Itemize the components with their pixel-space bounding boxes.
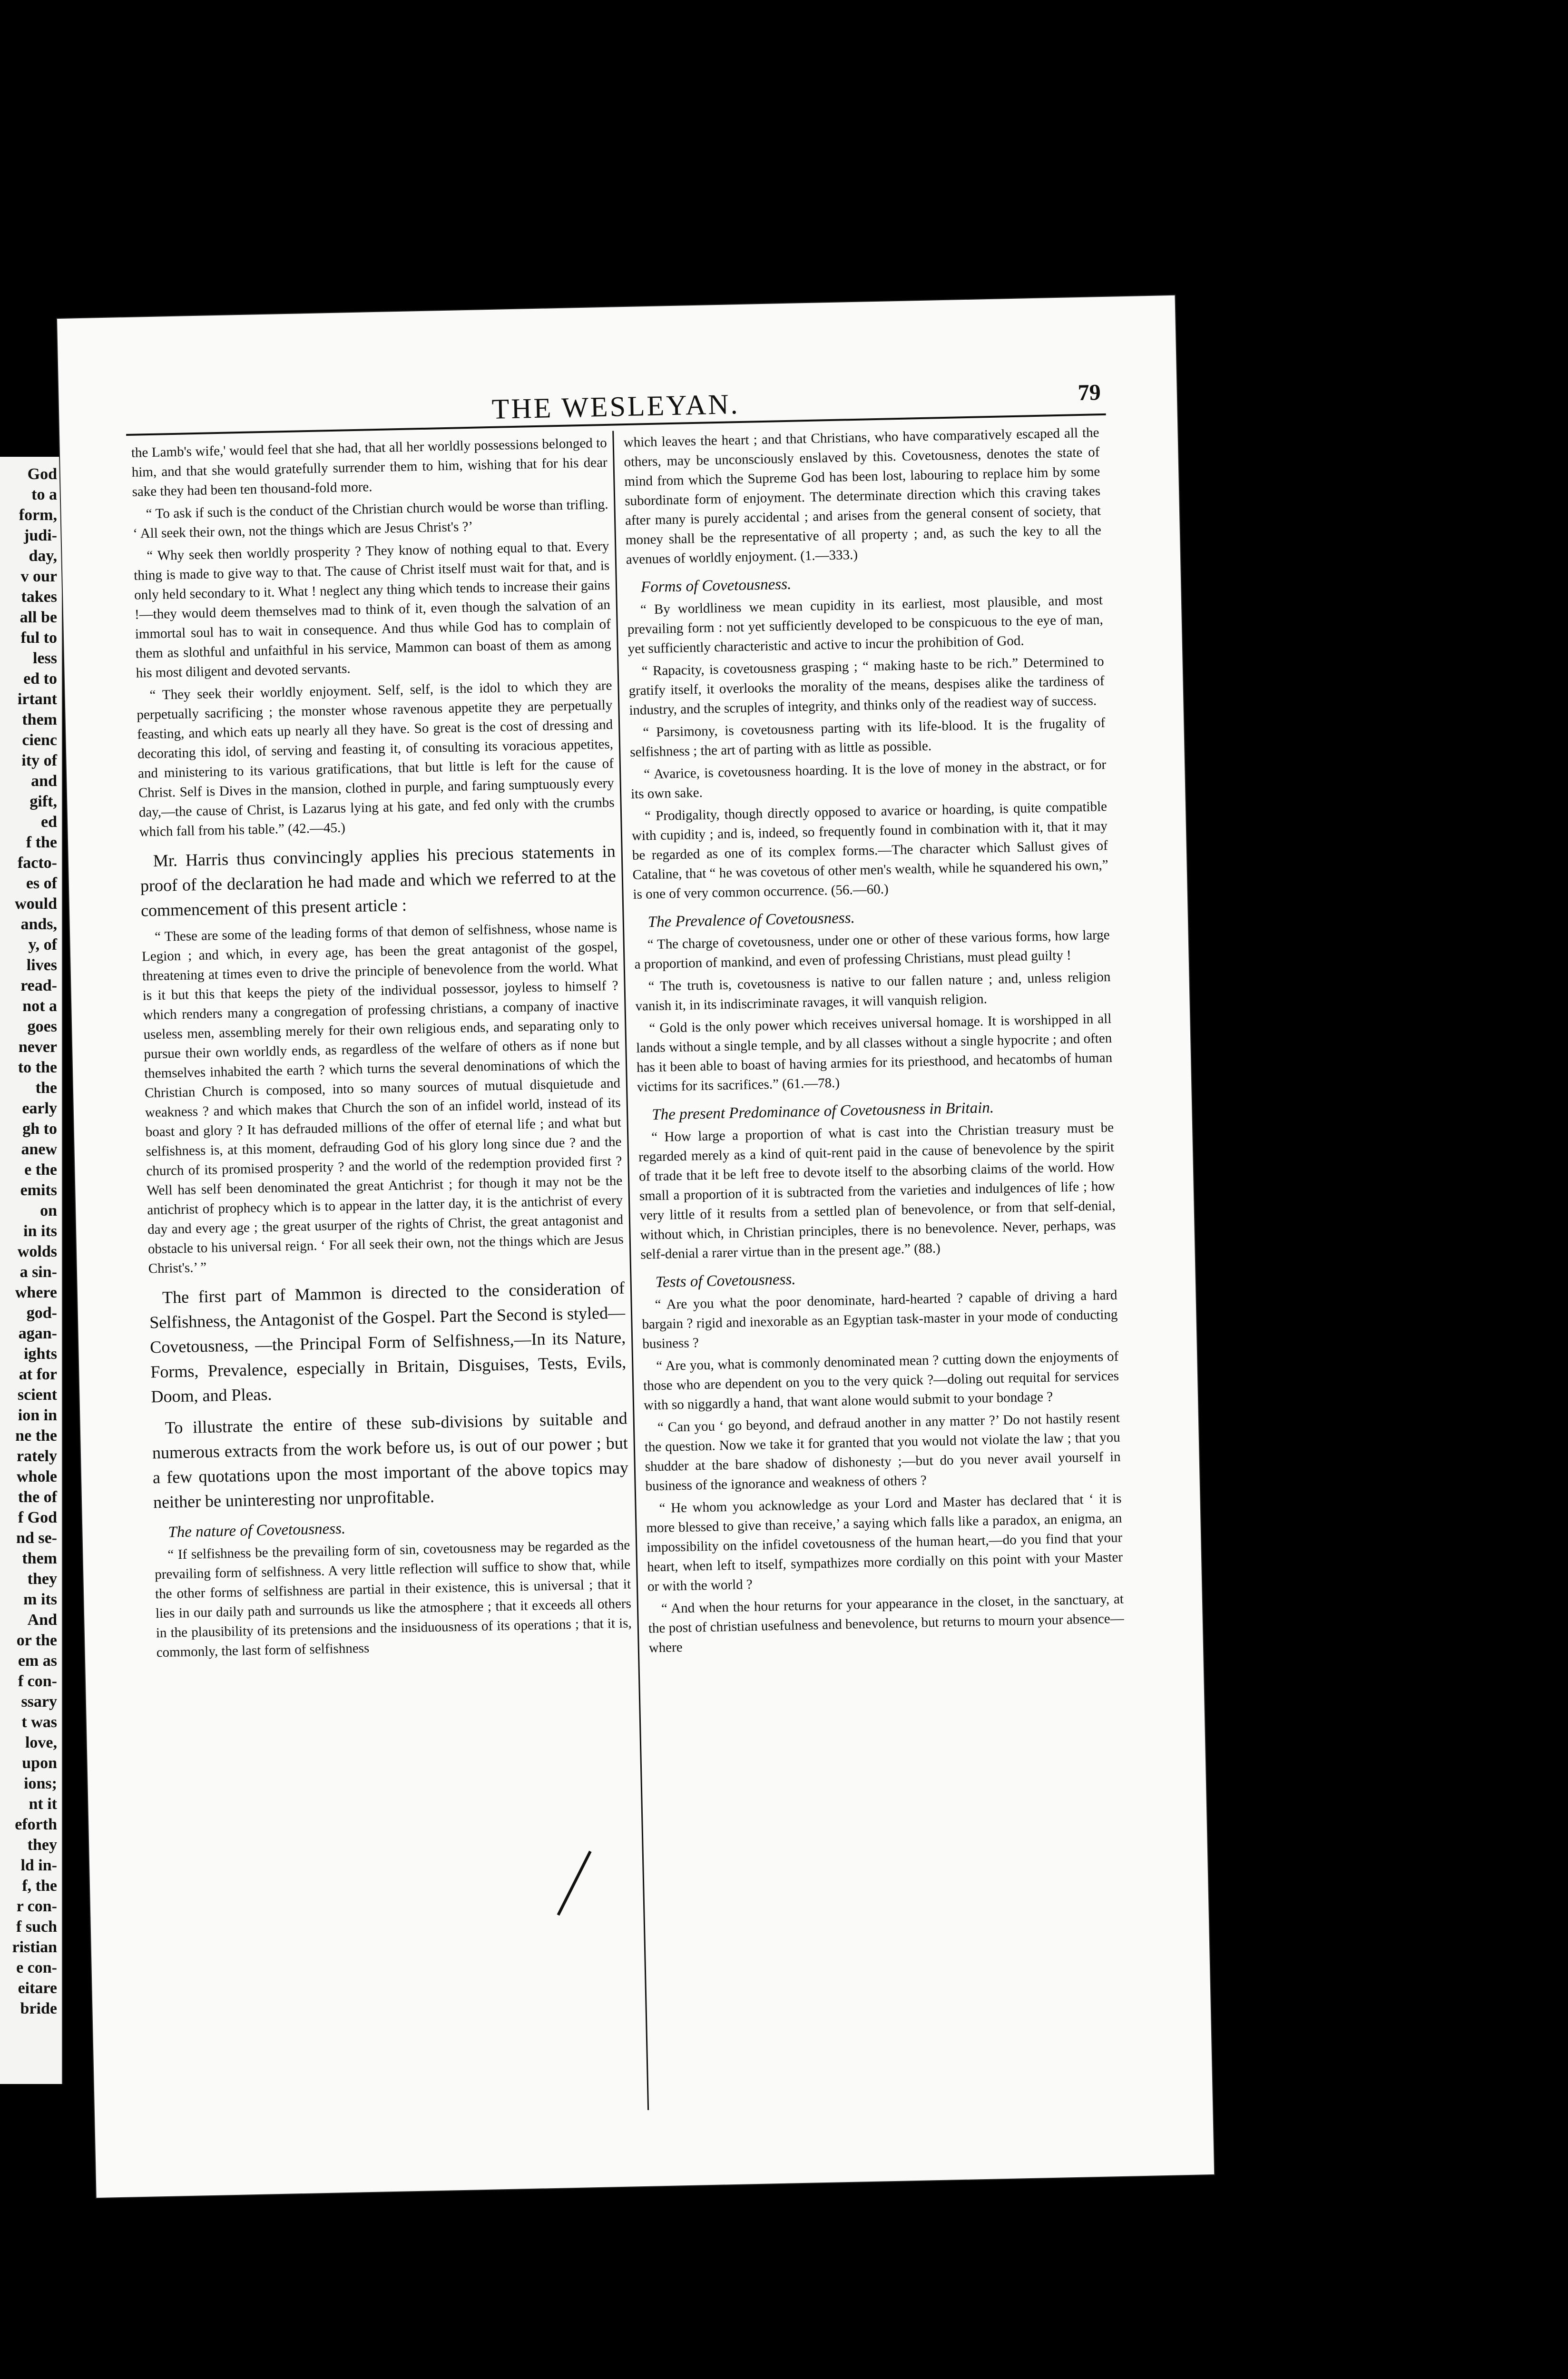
journal-title: THE WESLEYAN. <box>491 388 740 425</box>
margin-fragment: ands, <box>20 915 57 933</box>
quoted-paragraph: “ To ask if such is the conduct of the Christian church would be worse than trifling. ‘ All seek their own, not the things which are Jesus Christ's ?’ <box>133 496 608 541</box>
quoted-paragraph: the Lamb's wife,' would feel that she had, that all her worldly possessions belonged to him, and that she would gratefully surrender them to him, wishing that for his dear sake they had been ten thousand-fold more. <box>131 435 608 500</box>
margin-fragment: or the <box>16 1632 57 1649</box>
margin-fragment: to a <box>31 486 57 503</box>
quoted-paragraph: “ And when the hour returns for your appearance in the closet, in the sanctuary, at the post of christian usefulness and benevolence, but returns to mourn your absence—where <box>648 1591 1125 1656</box>
margin-fragment: love, <box>25 1734 57 1751</box>
margin-fragment: ed to <box>23 670 57 688</box>
margin-fragment: on <box>40 1202 57 1219</box>
margin-fragment: bride <box>20 2000 57 2017</box>
margin-fragment: e the <box>24 1161 57 1179</box>
margin-fragment: in its <box>23 1222 57 1240</box>
margin-fragment: day, <box>29 547 57 565</box>
right-column <box>623 423 1125 1661</box>
margin-fragment: anew <box>21 1140 57 1158</box>
margin-fragment: ld in- <box>20 1857 57 1874</box>
quoted-paragraph: “ How large a proportion of what is cast into the Christian treasury must be regarded merely as a kind of quit-rent paid in the cause of benevolence by the spirit of trade that it be left free to devote itself to the absorbing claims of the world. How small a proportion of it is subtracted from the varieties and indulgences of life ; how very little of it results from a settled plan of benevolence, or from that self-denial, without which, in Christian principles, there is no benevolence. Never, perhaps, was self-denial a rarer virtue than in the present age.” (88.) <box>638 1120 1116 1262</box>
margin-fragment: god- <box>26 1304 57 1322</box>
quoted-paragraph: “ The truth is, covetousness is native to our fallen nature ; and, unless religion vanish it, in its indiscriminate ravages, it will vanquish religion. <box>635 969 1111 1014</box>
quoted-paragraph: “ He whom you acknowledge as your Lord and Master has declared that ‘ it is more blessed to give than receive,’ a saying which falls like a paradox, an enigma, an impossibility on the infidel covetousness of the human heart,—do you find that your heart, when left to itself, sympathizes more cordially on this point with your Master or with the world ? <box>646 1491 1123 1594</box>
margin-fragment: read- <box>20 977 57 994</box>
margin-fragment: em as <box>18 1652 57 1670</box>
margin-fragment: them <box>22 1550 57 1567</box>
margin-fragment: f con- <box>18 1672 57 1690</box>
margin-fragment: f, the <box>22 1877 57 1895</box>
quoted-paragraph: “ Gold is the only power which receives universal homage. It is worshipped in all lands without a single temple, and by all classes without a single hypocrite ; and often has it been able to boast of having armies for its priesthood, and hecatombs of human victims for its sacrifices.” (61.—78.) <box>636 1011 1113 1095</box>
margin-fragment: ristian <box>12 1938 57 1956</box>
margin-fragment: and <box>31 772 57 790</box>
margin-fragment: eforth <box>15 1816 57 1833</box>
margin-fragment: ful to <box>20 629 57 647</box>
margin-fragment: eitare <box>18 1979 57 1997</box>
margin-fragment: a sin- <box>20 1263 57 1281</box>
margin-fragment: less <box>33 649 57 667</box>
body-paragraph: Mr. Harris thus convincingly applies his precious statements in proof of the declaration he had made and which we referred to at the commencement of this present article : <box>140 841 617 920</box>
section-heading: Tests of Covetousness. <box>655 1270 796 1291</box>
margin-fragment: ion in <box>18 1406 57 1424</box>
margin-fragment: f such <box>16 1918 57 1936</box>
margin-fragment: them <box>22 711 57 728</box>
margin-fragment: upon <box>22 1754 57 1772</box>
margin-fragment: facto- <box>17 854 57 872</box>
quoted-paragraph: “ If selfishness be the prevailing form of sin, covetousness may be regarded as the prevailing form of selfishness. A very little reflection will suffice to show that, while the other forms of selfishness are partial in their existence, this is universal ; that it lies in our daily path and surrounds us like the atmosphere ; that it exceeds all others in the plausibility of its pretensions and the insiduousness of its operations ; that it is, commonly, the last form of selfishness <box>154 1537 632 1661</box>
ink-mark <box>557 1851 592 1916</box>
margin-fragment: gift, <box>29 793 57 810</box>
margin-fragment: ed <box>41 813 57 831</box>
quoted-paragraph: “ Why seek then worldly prosperity ? They know of nothing equal to that. Every thing is made to give way to that. The cause of Christ itself must wait for that, and is only held secondary to it. What ! neglect any thing which tends to increase their gains !—they would deem themselves mad to think of it, even though the salvation of an immortal soul has to wait in consequence. And thus while God has to complain of them as slothful and unfaithful in his service, Mammon can boast of them as among his most diligent and devoted servants. <box>134 538 611 681</box>
margin-fragment: ssary <box>21 1693 57 1711</box>
margin-fragment: wolds <box>17 1243 57 1260</box>
quoted-paragraph: “ Parsimony, is covetousness parting with its life-blood. It is the frugality of selfishness ; the art of parting with as little as possible. <box>630 715 1106 760</box>
margin-fragment: es of <box>26 875 57 892</box>
margin-fragment: they <box>27 1570 57 1588</box>
margin-fragment: the of <box>18 1488 57 1506</box>
margin-fragment: whole <box>17 1468 57 1485</box>
margin-fragment: rately <box>17 1447 57 1465</box>
margin-fragment: f the <box>26 834 57 851</box>
margin-fragment: at for <box>19 1366 57 1383</box>
quoted-paragraph: “ Are you what the poor denominate, hard-hearted ? capable of driving a hard bargain ? rigid and inexorable as an Egyptian task-master in your mode of conducting business ? <box>642 1287 1118 1352</box>
quoted-paragraph: “ Are you, what is commonly denominated mean ? cutting down the enjoyments of those who are dependent on you to the very quick ?—doling out requital for services with so niggardly a hand, that want alone would submit to your bondage ? <box>643 1348 1119 1413</box>
quoted-paragraph: “ Rapacity, is covetousness grasping ; “ making haste to be rich.” Determined to gratify itself, it overlooks the morality of the means, despises alike the tardiness of industry, and the scruples of integrity, and thinks only of the readiest way of success. <box>628 654 1105 718</box>
margin-fragment: ne the <box>15 1427 57 1445</box>
quoted-paragraph: “ By worldliness we mean cupidity in its earliest, most plausible, and most prevailing form : not yet sufficiently developed to be conspicuous to the eye of man, yet sufficiently characteristic and active to incur the prohibition of God. <box>627 592 1104 657</box>
margin-fragment: ions; <box>24 1775 57 1792</box>
margin-fragment: y, of <box>28 936 57 954</box>
page-number: 79 <box>1078 380 1101 406</box>
margin-fragment: cienc <box>22 731 57 749</box>
margin-fragment: v our <box>20 568 57 585</box>
margin-fragment: early <box>22 1100 57 1117</box>
quoted-paragraph: “ Avarice, is covetousness hoarding. It is the love of money in the abstract, or for its own sake. <box>630 757 1107 802</box>
section-heading: Forms of Covetousness. <box>640 575 792 596</box>
margin-fragment: would <box>15 895 57 913</box>
margin-fragment: agan- <box>18 1325 57 1342</box>
margin-fragment: And <box>27 1611 57 1629</box>
left-column <box>131 433 633 1665</box>
margin-fragment: scient <box>17 1386 57 1404</box>
margin-fragment: to the <box>18 1059 57 1076</box>
margin-fragment: the <box>35 1079 57 1097</box>
quoted-paragraph: “ Can you ‘ go beyond, and defraud another in any matter ?’ Do not hastily resent the question. Now we take it for granted that you would not violate the law ; that you shudder at the bare shadow of dishonesty ;—but do you never avail yourself in business of the ignorance and weakness of others ? <box>644 1410 1121 1494</box>
section-heading: The nature of Covetousness. <box>168 1520 346 1541</box>
margin-fragment: goes <box>27 1018 57 1035</box>
adjacent-page-fragment <box>0 457 63 2084</box>
quoted-paragraph: “ The charge of covetousness, under one or other of these various forms, how large a proportion of mankind, and even of professing Christians, must plead guilty ! <box>634 927 1110 972</box>
margin-fragment: never <box>18 1038 57 1056</box>
margin-fragment: not a <box>22 997 57 1015</box>
margin-fragment: m its <box>23 1591 57 1608</box>
margin-fragment: they <box>27 1836 57 1854</box>
margin-fragment: f God <box>18 1509 57 1526</box>
section-heading: The Prevalence of Covetousness. <box>647 909 855 931</box>
document-page <box>57 295 1214 2198</box>
margin-fragment: takes <box>21 588 57 606</box>
margin-fragment: e con- <box>16 1959 57 1976</box>
margin-fragment: irtant <box>17 690 57 708</box>
margin-fragment: judi- <box>24 527 57 544</box>
margin-fragment: nd se- <box>16 1529 57 1547</box>
quoted-paragraph: which leaves the heart ; and that Christians, who have comparatively escaped all the others, may be unconsciously enslaved by this. Covetousness, denotes the state of mind from which the Supreme God has been lost, labouring to replace him by some subordinate form of enjoyment. The determinate direction which this craving takes after many is purely accidental ; and arises from the general consent of society, that money shall be the representative of all property ; and, as such the key to all the avenues of worldly enjoyment. (1.—333.) <box>623 425 1102 568</box>
margin-fragment: ights <box>24 1345 57 1363</box>
margin-fragment: God <box>27 465 57 483</box>
section-heading: The present Predominance of Covetousness in Britain. <box>651 1099 994 1124</box>
margin-fragment: r con- <box>16 1897 57 1915</box>
margin-fragment: all be <box>20 609 57 626</box>
quoted-paragraph: “ These are some of the leading forms of that demon of selfishness, whose name is Legion ; and which, in every age, has been the great antagonist of the gospel, threatening at times even to drive the principle of benevolence from the world. What is it but this that keeps the piety of the individual possessor, joyless to himself ? which renders many a congregation of professing christians, a company of inactive useless men, assembling merely for their own religious ends, and separating only to pursue their own worldly ends, as regardless of the welfare of others as if none but themselves inhabited the earth ? which turns the several denominations of which the Christian Church is composed, into so many sources of mutual disquietude and weakness ? and which makes that Church the son of an infidel world, instead of its boast and glory ? It has defrauded millions of the offer of eternal life ; and what but selfishness is, at this moment, defrauding God of his glory long since due ? and the church of its promised prosperity ? and the world of the redemption provided first ? Well has self been denominated the great Antichrist ; for though it may not be the antichrist of prophecy which is to appear in the latter day, it is the antichrist of every day and every age ; the great usurper of the rights of Christ, the great antagonist and obstacle to his universal reign. ‘ For all seek their own, not the things which are Jesus Christ's.’ ” <box>141 919 624 1277</box>
margin-fragment: lives <box>26 956 57 974</box>
margin-fragment: form, <box>19 506 57 524</box>
quoted-paragraph: “ Prodigality, though directly opposed to avarice or hoarding, is quite compatible with cupidity ; and is, indeed, so frequently found in combination with it, that it may be regarded as one of its complex forms.—The character which Sallust gives of Cataline, that “ he was covetous of other men's wealth, while he squandered his own,” is one of very common occurrence. (56.—60.) <box>631 799 1108 902</box>
quoted-paragraph: “ They seek their worldly enjoyment. Self, self, is the idol to which they are perpetually sacrificing ; the monster whose ravenous appetite they are perpetually feasting, and which eats up nearly all they have. So great is the cost of dressing and decorating this idol, of serving and feasting it, of consulting its voracious appetites, and ministering to its various gratifications, that but little is left for the cause of Christ. Self is Dives in the mansion, clothed in purple, and faring sumptuously every day,—the cause of Christ, is Lazarus lying at his gate, and fed only with the crumbs which fall from his table.” (42.—45.) <box>137 678 615 840</box>
body-paragraph: To illustrate the entire of these sub-divisions by suitable and numerous extracts from the work before us, is out of our power ; but a few quotations upon the most important of the above topics may neither be uninteresting nor unprofitable. <box>152 1408 629 1512</box>
margin-fragment: where <box>15 1284 57 1301</box>
margin-fragment: ity of <box>21 752 57 769</box>
margin-fragment: nt it <box>29 1795 57 1813</box>
body-paragraph: The first part of Mammon is directed to the consideration of Selfishness, the Antagonist of the Gospel. Part the Second is styled—Covetousness, —the Principal Form of Selfishness,—In its Nature, Forms, Prevalence, especially in Britain, Disguises, Tests, Evils, Doom, and Pleas. <box>149 1278 627 1406</box>
margin-fragment: t was <box>21 1713 57 1731</box>
margin-fragment: emits <box>20 1181 57 1199</box>
margin-fragment: gh to <box>22 1120 57 1138</box>
